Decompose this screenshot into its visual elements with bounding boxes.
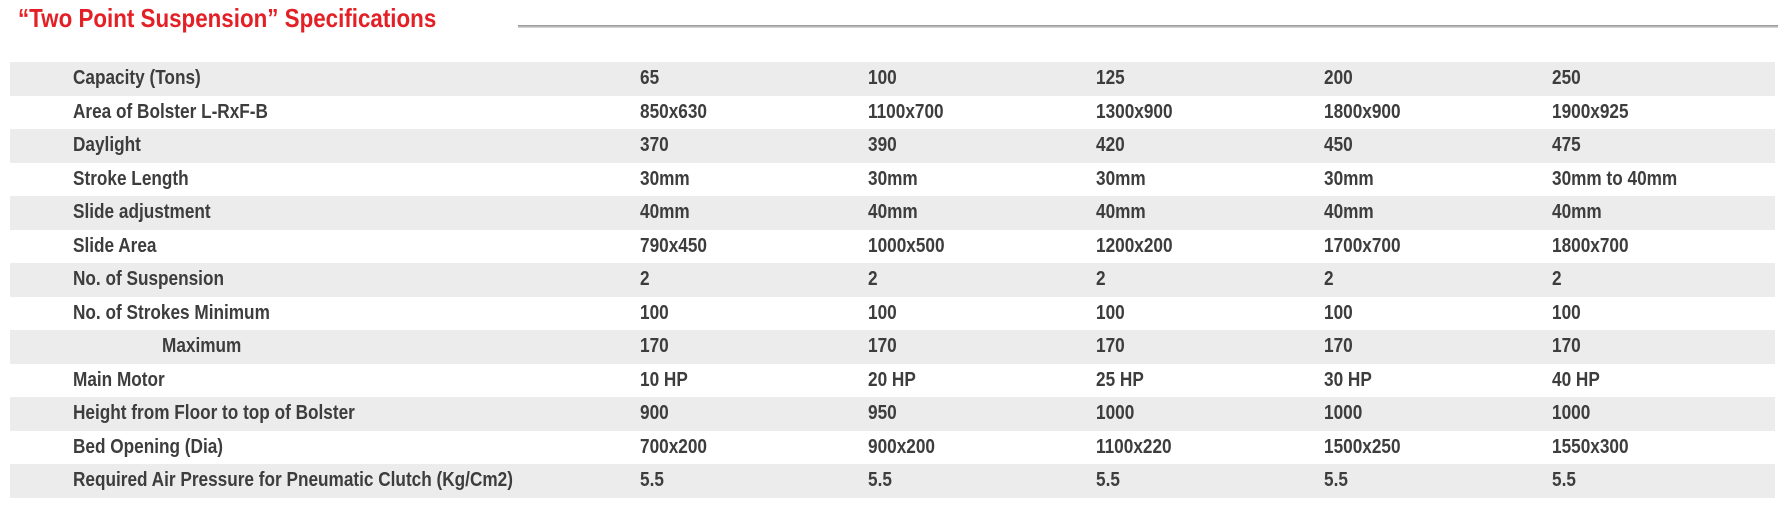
spec-value: 170 <box>1552 335 1581 358</box>
spec-value: 900 <box>640 402 669 425</box>
spec-label: Slide Area <box>73 234 157 257</box>
spec-value: 950 <box>868 402 897 425</box>
table-row <box>10 230 1775 264</box>
spec-label: Height from Floor to top of Bolster <box>73 402 355 425</box>
spec-value: 1000 <box>1552 402 1591 425</box>
spec-label: Maximum <box>162 335 242 358</box>
table-row <box>10 431 1775 465</box>
spec-value: 1800x700 <box>1552 234 1629 257</box>
table-row <box>10 163 1775 197</box>
spec-value: 170 <box>640 335 669 358</box>
spec-value: 1550x300 <box>1552 435 1629 458</box>
spec-label: Bed Opening (Dia) <box>73 435 224 458</box>
page-title-text: “Two Point Suspension” Specifications <box>18 3 437 33</box>
spec-value: 2 <box>640 268 650 291</box>
spec-value: 5.5 <box>1552 469 1576 492</box>
page-header <box>18 4 1778 33</box>
table-row <box>10 62 1775 96</box>
spec-value: 2 <box>1552 268 1562 291</box>
spec-value: 1800x900 <box>1324 100 1401 123</box>
spec-value: 30mm <box>1096 167 1146 190</box>
table-row <box>10 196 1775 230</box>
spec-value: 40mm <box>868 201 918 224</box>
spec-table <box>10 62 1775 498</box>
spec-value: 100 <box>1096 301 1125 324</box>
spec-value: 850x630 <box>640 100 707 123</box>
spec-label: No. of Strokes Minimum <box>73 301 270 324</box>
spec-value: 100 <box>868 67 897 90</box>
spec-value: 790x450 <box>640 234 707 257</box>
spec-value: 30 HP <box>1324 368 1372 391</box>
spec-value: 370 <box>640 134 669 157</box>
spec-value: 1100x700 <box>868 100 944 123</box>
table-row <box>10 263 1775 297</box>
spec-label: Required Air Pressure for Pneumatic Clutch (Kg/Cm2) <box>73 469 513 492</box>
spec-label: No. of Suspension <box>73 268 224 291</box>
spec-value: 100 <box>1552 301 1581 324</box>
spec-value: 30mm <box>1324 167 1374 190</box>
spec-value: 1000 <box>1096 402 1135 425</box>
table-row <box>10 364 1775 398</box>
spec-value: 1900x925 <box>1552 100 1629 123</box>
title-rule <box>518 25 1778 28</box>
spec-value: 1000x500 <box>868 234 945 257</box>
spec-value: 125 <box>1096 67 1125 90</box>
spec-value: 390 <box>868 134 897 157</box>
table-row <box>10 397 1775 431</box>
spec-value: 5.5 <box>640 469 664 492</box>
spec-value: 1500x250 <box>1324 435 1401 458</box>
spec-label: Slide adjustment <box>73 201 211 224</box>
spec-value: 40mm <box>1552 201 1602 224</box>
spec-label: Main Motor <box>73 368 165 391</box>
spec-value: 475 <box>1552 134 1581 157</box>
table-row <box>10 129 1775 163</box>
spec-label: Daylight <box>73 134 141 157</box>
spec-value: 30mm <box>868 167 918 190</box>
spec-value: 250 <box>1552 67 1581 90</box>
table-row <box>10 464 1775 498</box>
table-row <box>10 297 1775 331</box>
spec-value: 25 HP <box>1096 368 1144 391</box>
spec-value: 450 <box>1324 134 1353 157</box>
spec-label: Area of Bolster L-RxF-B <box>73 100 268 123</box>
table-row <box>10 330 1775 364</box>
spec-value: 100 <box>1324 301 1353 324</box>
spec-value: 5.5 <box>1096 469 1120 492</box>
spec-value: 200 <box>1324 67 1353 90</box>
spec-value: 700x200 <box>640 435 707 458</box>
spec-value: 420 <box>1096 134 1125 157</box>
spec-value: 65 <box>640 67 660 90</box>
spec-value: 40mm <box>1096 201 1146 224</box>
spec-value: 5.5 <box>1324 469 1348 492</box>
spec-value: 1300x900 <box>1096 100 1173 123</box>
spec-value: 5.5 <box>868 469 892 492</box>
spec-value: 40mm <box>1324 201 1374 224</box>
spec-value: 100 <box>640 301 669 324</box>
spec-value: 2 <box>1096 268 1106 291</box>
spec-value: 900x200 <box>868 435 935 458</box>
spec-value: 2 <box>1324 268 1334 291</box>
spec-value: 170 <box>1096 335 1125 358</box>
spec-value: 40 HP <box>1552 368 1600 391</box>
spec-value: 10 HP <box>640 368 688 391</box>
spec-value: 1100x220 <box>1096 435 1172 458</box>
spec-value: 1200x200 <box>1096 234 1173 257</box>
table-row <box>10 96 1775 130</box>
spec-value: 30mm to 40mm <box>1552 167 1678 190</box>
spec-value: 1000 <box>1324 402 1363 425</box>
page-title <box>18 4 504 33</box>
spec-value: 170 <box>868 335 897 358</box>
spec-label: Stroke Length <box>73 167 189 190</box>
spec-value: 1700x700 <box>1324 234 1401 257</box>
spec-value: 2 <box>868 268 878 291</box>
spec-label: Capacity (Tons) <box>73 67 201 90</box>
spec-value: 100 <box>868 301 897 324</box>
spec-value: 40mm <box>640 201 690 224</box>
spec-value: 170 <box>1324 335 1353 358</box>
spec-value: 20 HP <box>868 368 916 391</box>
spec-value: 30mm <box>640 167 690 190</box>
